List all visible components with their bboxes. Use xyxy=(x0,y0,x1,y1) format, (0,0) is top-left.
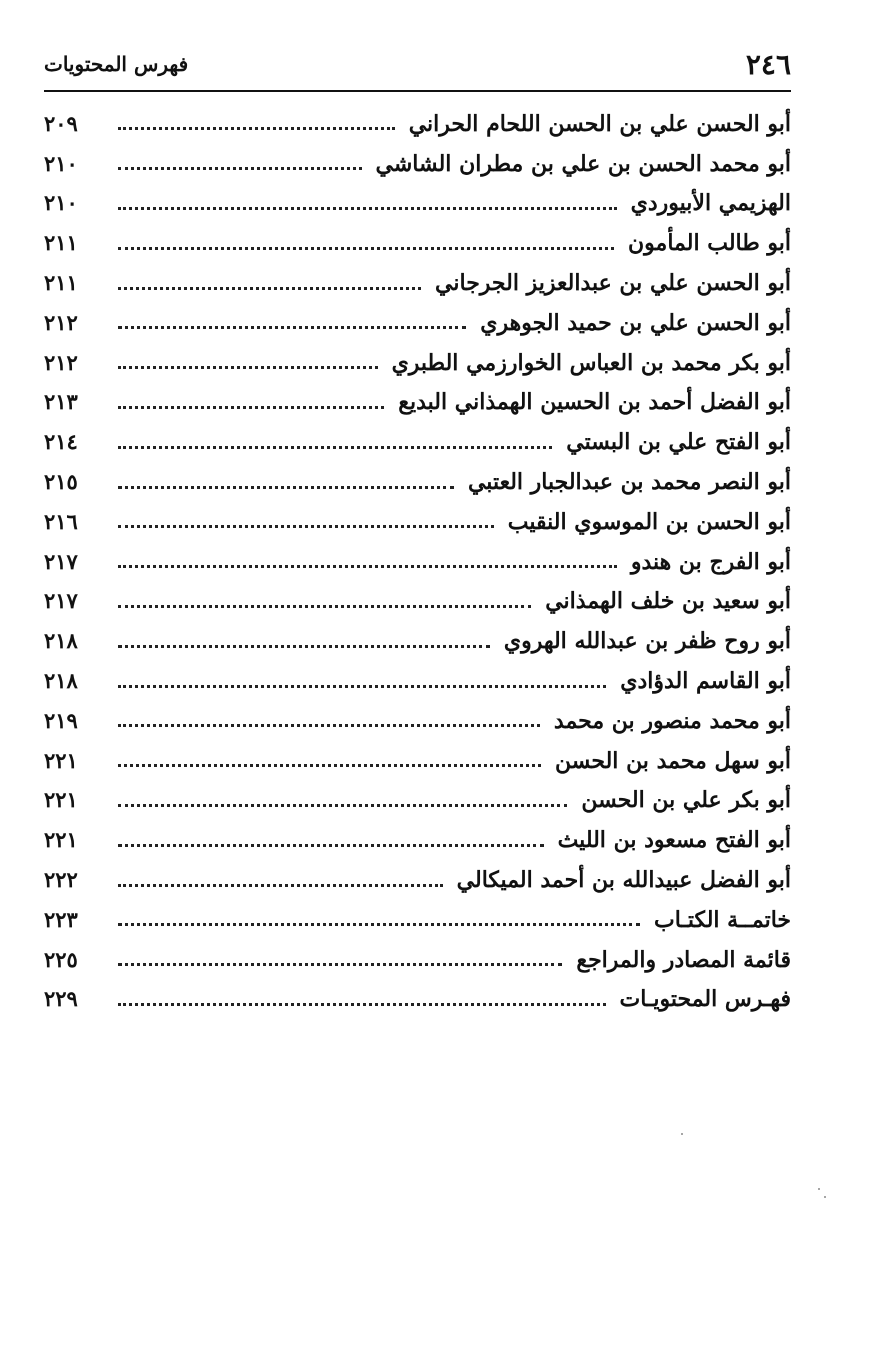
toc-entry xyxy=(44,223,791,263)
toc-entry xyxy=(44,263,791,303)
toc-entry-page: ٢٠٩ xyxy=(44,110,78,136)
toc-entry-page: ٢٢٩ xyxy=(44,986,78,1012)
dot-leader xyxy=(118,804,567,807)
toc-entry-title: أبو الفضل أحمد بن الحسين الهمذاني البديع xyxy=(398,389,791,416)
dot-leader xyxy=(118,923,640,926)
dot-leader xyxy=(118,207,617,210)
toc-entry-title: أبو سعيد بن خلف الهمذاني xyxy=(545,588,791,615)
toc-entry xyxy=(44,741,791,781)
toc-entry-page: ٢١١ xyxy=(44,230,78,256)
dot-leader xyxy=(118,326,466,329)
toc-entry-page: ٢١٧ xyxy=(44,588,78,614)
toc-entry-page: ٢٢٣ xyxy=(44,906,78,932)
toc-entry xyxy=(44,860,791,900)
dot-leader xyxy=(118,605,531,608)
toc-entry-title: أبو محمد منصور بن محمد xyxy=(553,707,791,734)
toc-entry xyxy=(44,582,791,622)
toc-entry-page: ٢١٩ xyxy=(44,707,78,733)
dot-leader xyxy=(118,167,362,170)
toc-entry-page: ٢٢١ xyxy=(44,787,78,813)
dot-leader xyxy=(118,764,541,767)
toc-entry-page: ٢١٤ xyxy=(44,429,78,455)
toc-entry-title: أبو محمد الحسن بن علي بن مطران الشاشي xyxy=(375,150,791,177)
scan-speck xyxy=(824,1196,826,1198)
dot-leader xyxy=(118,287,421,290)
dot-leader xyxy=(118,406,384,409)
dot-leader xyxy=(118,486,454,489)
page-number: ٢٤٦ xyxy=(745,48,791,81)
toc-entry-title: فهـرس المحتويـات xyxy=(619,986,791,1013)
toc-entry-page: ٢١٨ xyxy=(44,668,78,694)
toc-entry-page: ٢١١ xyxy=(44,270,78,296)
toc-entry-page: ٢١٧ xyxy=(44,548,78,574)
running-head xyxy=(44,44,791,84)
toc-entry-title: أبو النصر محمد بن عبدالجبار العتبي xyxy=(467,469,791,496)
dot-leader xyxy=(118,247,614,250)
dot-leader xyxy=(118,525,494,528)
toc-entry xyxy=(44,502,791,542)
dot-leader xyxy=(118,685,606,688)
toc-entry xyxy=(44,383,791,423)
running-title: فهرس المحتويات xyxy=(44,52,189,76)
toc-entry-title: أبو القاسم الدؤادي xyxy=(620,668,791,695)
toc-entry xyxy=(44,980,791,1020)
toc-entry-page: ٢١٣ xyxy=(44,389,78,415)
toc-entry xyxy=(44,542,791,582)
header-rule xyxy=(44,90,791,92)
toc-entry-title: الهزيمي الأبيوردي xyxy=(630,190,791,217)
dot-leader xyxy=(118,565,617,568)
toc-entry-title: قائمة المصادر والمراجع xyxy=(576,946,791,973)
toc-entry-title: أبو بكر علي بن الحسن xyxy=(581,787,791,814)
toc-entry xyxy=(44,781,791,821)
dot-leader xyxy=(118,366,378,369)
toc-entry-page: ٢٢٢ xyxy=(44,867,78,893)
dot-leader xyxy=(118,1003,606,1006)
scan-speck xyxy=(818,1188,820,1190)
toc-entry-title: أبو روح ظفر بن عبدالله الهروي xyxy=(503,628,791,655)
dot-leader xyxy=(118,884,443,887)
toc-entry xyxy=(44,940,791,980)
toc-entry-title: أبو طالب المأمون xyxy=(628,230,791,257)
toc-entry xyxy=(44,621,791,661)
toc-entry-title: أبو سهل محمد بن الحسن xyxy=(555,747,791,774)
toc-entry-page: ٢٢١ xyxy=(44,747,78,773)
toc-entry-title: أبو الحسن بن الموسوي النقيب xyxy=(507,508,791,535)
toc-entry xyxy=(44,422,791,462)
scan-speck xyxy=(681,1133,683,1135)
dot-leader xyxy=(118,844,544,847)
toc-entry-page: ٢٢١ xyxy=(44,827,78,853)
toc-entry xyxy=(44,701,791,741)
toc-entry xyxy=(44,900,791,940)
toc-entry-title: أبو الفتح علي بن البستي xyxy=(566,429,791,456)
toc-entry xyxy=(44,343,791,383)
toc-entry xyxy=(44,820,791,860)
table-of-contents xyxy=(44,104,791,1019)
toc-entry-title: أبو الفضل عبيدالله بن أحمد الميكالي xyxy=(456,867,791,894)
toc-entry-title: أبو الفتح مسعود بن الليث xyxy=(557,827,791,854)
toc-entry xyxy=(44,144,791,184)
toc-entry-page: ٢١٦ xyxy=(44,508,78,534)
toc-entry xyxy=(44,104,791,144)
toc-entry-title: أبو الفرج بن هندو xyxy=(630,548,791,575)
toc-entry-title: أبو الحسن علي بن الحسن اللحام الحراني xyxy=(408,110,791,137)
toc-entry-title: أبو الحسن علي بن عبدالعزيز الجرجاني xyxy=(435,270,791,297)
toc-entry xyxy=(44,184,791,224)
toc-entry-page: ٢٢٥ xyxy=(44,946,78,972)
toc-entry-page: ٢١٠ xyxy=(44,150,78,176)
toc-entry-page: ٢١٨ xyxy=(44,628,78,654)
toc-entry-page: ٢١٢ xyxy=(44,309,78,335)
toc-entry xyxy=(44,661,791,701)
dot-leader xyxy=(118,724,540,727)
toc-entry-page: ٢١٥ xyxy=(44,469,78,495)
dot-leader xyxy=(118,446,552,449)
toc-entry xyxy=(44,303,791,343)
toc-entry-title: أبو بكر محمد بن العباس الخوارزمي الطبري xyxy=(391,349,791,376)
dot-leader xyxy=(118,963,562,966)
toc-entry-page: ٢١٢ xyxy=(44,349,78,375)
toc-entry-title: أبو الحسن علي بن حميد الجوهري xyxy=(480,309,791,336)
toc-entry-page: ٢١٠ xyxy=(44,190,78,216)
dot-leader xyxy=(118,645,490,648)
dot-leader xyxy=(118,127,395,130)
toc-entry xyxy=(44,462,791,502)
toc-entry-title: خاتمــة الكتـاب xyxy=(654,906,791,933)
